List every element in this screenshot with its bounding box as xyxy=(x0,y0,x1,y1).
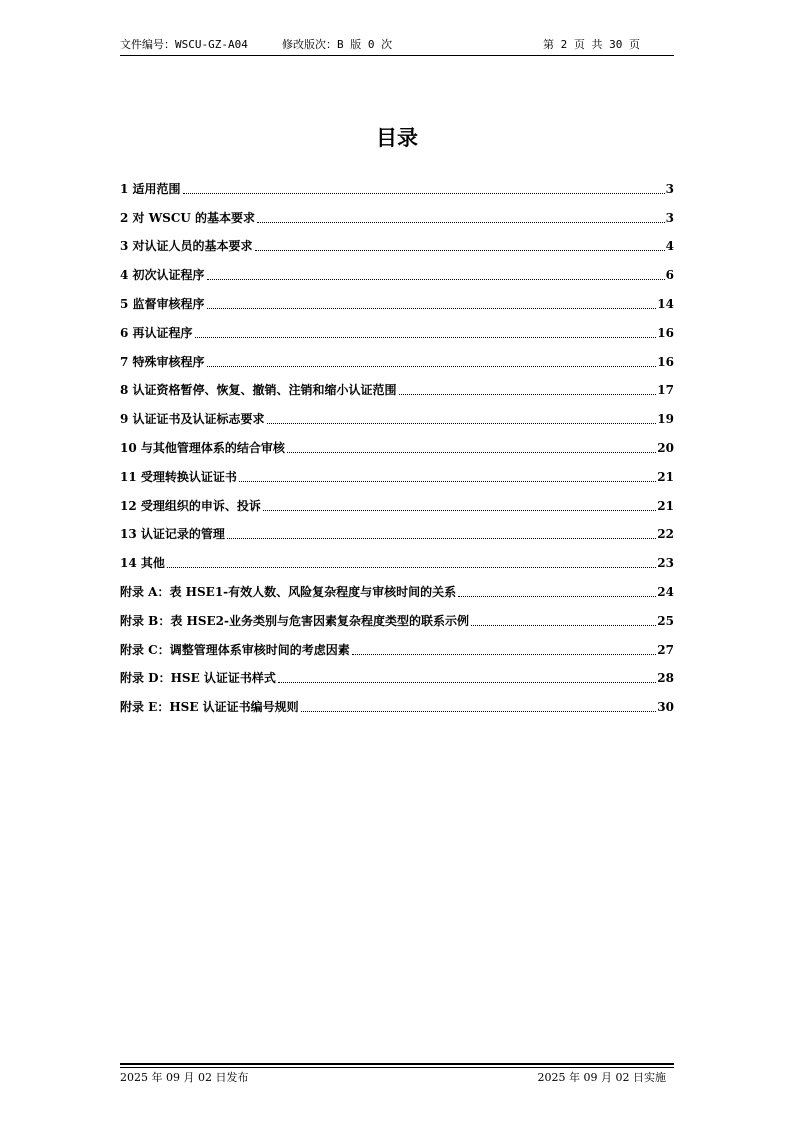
toc-entry-label: 5 监督审核程序 xyxy=(120,296,205,311)
toc-entry[interactable] xyxy=(120,427,674,456)
toc-entry[interactable] xyxy=(120,370,674,399)
toc-entry-label: 附录 C：调整管理体系审核时间的考虑因素 xyxy=(120,642,350,657)
toc-dot-leader xyxy=(352,654,657,655)
toc-entry-label: 14 其他 xyxy=(120,556,165,571)
toc-entry-page: 14 xyxy=(657,296,674,311)
toc-dot-leader xyxy=(227,538,656,539)
toc-entry[interactable] xyxy=(120,600,674,629)
toc-entry[interactable] xyxy=(120,542,674,571)
toc-entry-page: 16 xyxy=(657,354,674,369)
toc-entry[interactable] xyxy=(120,686,674,715)
toc-dot-leader xyxy=(255,250,665,251)
toc-entry-page: 3 xyxy=(665,181,674,196)
toc-entry-page: 19 xyxy=(657,412,674,427)
toc-dot-leader xyxy=(207,279,665,280)
toc-entry-label: 12 受理组织的申诉、投诉 xyxy=(120,498,261,513)
toc-entry[interactable] xyxy=(120,485,674,514)
toc-entry[interactable] xyxy=(120,658,674,687)
toc-entry-label: 2 对 WSCU 的基本要求 xyxy=(120,210,256,225)
toc-entry-page: 28 xyxy=(657,671,674,686)
toc-entry-page: 21 xyxy=(657,469,674,484)
toc-dot-leader xyxy=(471,625,656,626)
toc-entry-label: 7 特殊审核程序 xyxy=(120,354,205,369)
toc-entry[interactable] xyxy=(120,283,674,312)
toc-dot-leader xyxy=(399,394,657,395)
toc-dot-leader xyxy=(195,337,657,338)
toc-dot-leader xyxy=(167,567,656,568)
toc-entry[interactable] xyxy=(120,341,674,370)
toc-entry-page: 22 xyxy=(657,527,674,542)
toc-entry[interactable] xyxy=(120,226,674,255)
toc-entry-label: 3 对认证人员的基本要求 xyxy=(120,239,253,254)
toc-entry-page: 3 xyxy=(665,210,674,225)
revision-number: 修改版次：B 版 0 次 xyxy=(282,38,393,51)
document-number: 文件编号：WSCU-GZ-A04 xyxy=(120,38,248,51)
toc-entry-label: 4 初次认证程序 xyxy=(120,268,205,283)
toc-dot-leader xyxy=(287,452,656,453)
toc-entry-label: 1 适用范围 xyxy=(120,181,181,196)
toc-dot-leader xyxy=(257,222,665,223)
toc-dot-leader xyxy=(301,711,657,712)
toc-entry-label: 附录 B：表 HSE2-业务类别与危害因素复杂程度类型的联系示例 xyxy=(120,613,469,628)
toc-title: 目录 xyxy=(376,125,418,150)
toc-dot-leader xyxy=(278,682,656,683)
toc-dot-leader xyxy=(183,193,665,194)
toc-entry-page: 23 xyxy=(657,556,674,571)
toc-entry-label: 8 认证资格暂停、恢复、撤销、注销和缩小认证范围 xyxy=(120,383,397,398)
toc-entry-page: 21 xyxy=(657,498,674,513)
toc-entry[interactable] xyxy=(120,168,674,197)
page-header xyxy=(120,37,674,56)
toc-entry-page: 30 xyxy=(657,700,674,715)
toc-entry[interactable] xyxy=(120,398,674,427)
toc-entry-page: 17 xyxy=(657,383,674,398)
toc-dot-leader xyxy=(458,596,656,597)
toc-entry-label: 13 认证记录的管理 xyxy=(120,527,225,542)
toc-entry-label: 附录 E：HSE 认证证书编号规则 xyxy=(120,700,299,715)
footer-rule-thick xyxy=(120,1063,674,1065)
toc-entry[interactable] xyxy=(120,254,674,283)
toc-entry-label: 11 受理转换认证证书 xyxy=(120,469,237,484)
toc-entry-page: 24 xyxy=(657,584,674,599)
toc-dot-leader xyxy=(207,308,657,309)
toc-entry-page: 20 xyxy=(657,440,674,455)
toc-entry-label: 附录 A：表 HSE1-有效人数、风险复杂程度与审核时间的关系 xyxy=(120,584,457,599)
toc-entry-label: 9 认证证书及认证标志要求 xyxy=(120,412,265,427)
toc-dot-leader xyxy=(263,510,656,511)
toc-entry-page: 25 xyxy=(657,613,674,628)
toc-entry-page: 27 xyxy=(657,642,674,657)
toc-entry-label: 6 再认证程序 xyxy=(120,325,193,340)
implementation-date: 2025 年 09 月 02 日实施 xyxy=(537,1071,666,1084)
page-indicator: 第 2 页 共 30 页 xyxy=(543,38,640,51)
toc-entry[interactable] xyxy=(120,456,674,485)
publish-date: 2025 年 09 月 02 日发布 xyxy=(120,1071,249,1084)
toc-entry-page: 6 xyxy=(665,268,674,283)
toc-dot-leader xyxy=(207,366,657,367)
toc-dot-leader xyxy=(267,423,657,424)
toc-entry[interactable] xyxy=(120,514,674,543)
toc-entry-label: 附录 D：HSE 认证证书样式 xyxy=(120,671,276,686)
toc-entry-label: 10 与其他管理体系的结合审核 xyxy=(120,440,285,455)
toc-entry-page: 16 xyxy=(657,325,674,340)
toc-dot-leader xyxy=(239,481,656,482)
toc-entry[interactable] xyxy=(120,312,674,341)
page-footer xyxy=(120,1070,674,1086)
footer-rule-thin xyxy=(120,1067,674,1068)
toc-entry[interactable] xyxy=(120,629,674,658)
toc-entry[interactable] xyxy=(120,197,674,226)
table-of-contents xyxy=(120,168,674,715)
toc-entry[interactable] xyxy=(120,571,674,600)
toc-entry-page: 4 xyxy=(665,239,674,254)
